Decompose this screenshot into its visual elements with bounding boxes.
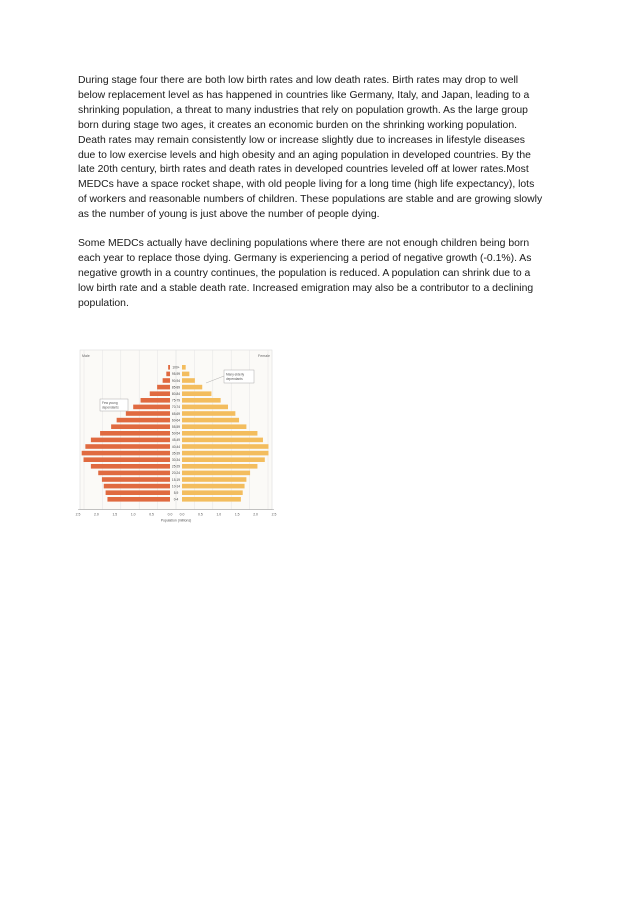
bar-male (107, 497, 170, 502)
bar-male (117, 418, 170, 423)
bar-female (182, 444, 268, 449)
text-line: as the number of young is just above the number of people dying. (78, 209, 380, 221)
bar-male (133, 405, 170, 410)
male-side-label: Male (82, 354, 90, 358)
text-line: low birth rate and a stable death rate. Increased emigration may also be a contributor to a declining (78, 282, 534, 294)
annotation-text: Few young (102, 401, 118, 405)
age-group-label: 10-14 (171, 484, 181, 489)
bar-male (168, 365, 170, 370)
bar-male (163, 378, 170, 383)
annotation-text: Many elderly (226, 372, 245, 377)
bar-male (98, 471, 170, 476)
age-group-label: 25-29 (171, 464, 181, 469)
age-group-label: 45-49 (171, 438, 181, 443)
bar-female (182, 484, 245, 489)
bar-male (126, 411, 170, 416)
bar-female (182, 391, 211, 396)
age-group-label: 100+ (172, 365, 180, 370)
paragraph-declining-populations (78, 237, 564, 312)
bar-male (111, 424, 170, 429)
bar-female (182, 464, 257, 469)
bar-female (182, 424, 246, 429)
age-group-label: 50-54 (171, 431, 181, 436)
x-tick-label: 1.5 (112, 512, 118, 517)
population-pyramid-figure (75, 346, 277, 523)
bar-female (182, 411, 235, 416)
age-group-label: 55-59 (171, 425, 181, 429)
x-tick-label: 2.5 (75, 512, 81, 517)
bar-male (91, 464, 170, 469)
text-line: population. (78, 297, 129, 309)
text-line: below replacement level as has happened in countries like Germany, Italy, and Japan, leading to a (78, 89, 530, 101)
bar-female (182, 398, 221, 403)
x-tick-label: 0.5 (149, 512, 154, 517)
text-line: shrinking population, a threat to many industries that rely on population growth. As the large group (78, 104, 528, 116)
bar-female (182, 418, 239, 423)
age-group-label: 70-74 (171, 405, 181, 410)
bar-female (182, 431, 257, 436)
bar-male (104, 484, 170, 489)
x-tick-label: 2.0 (253, 512, 258, 517)
bar-male (100, 431, 170, 436)
age-group-label: 0-4 (173, 497, 179, 502)
bar-female (182, 365, 186, 370)
bar-male (85, 444, 170, 449)
bar-female (182, 372, 189, 377)
bar-female (182, 457, 265, 462)
bar-female (182, 451, 268, 456)
bar-female (182, 490, 243, 495)
text-line: negative growth in a country continues, the population is reduced. A population can shrink due to a (78, 267, 531, 279)
text-line: late 20th century, birth rates and death rates in developed countries leveled off at lower rates.Most (78, 164, 529, 176)
bar-male (84, 457, 170, 462)
age-group-label: 90-94 (171, 378, 181, 383)
age-group-label: 30-34 (171, 458, 181, 462)
x-tick-label: 2.0 (94, 512, 99, 517)
text-line: of workers and reasonable numbers of children. These populations are stable and are growing slowly (78, 194, 543, 206)
bar-male (157, 385, 170, 390)
bar-male (166, 372, 170, 377)
text-line: due to low exercise levels and high obesity and an aging population in developed countries. By the (78, 149, 531, 161)
bar-male (102, 477, 170, 482)
text-line: Death rates may remain consistently low or increase slightly due to increases in lifestyle diseases (78, 134, 526, 146)
bar-female (182, 378, 195, 383)
annotation-text: dependants (102, 405, 119, 410)
bar-male (106, 490, 170, 495)
bar-male (141, 398, 170, 403)
age-group-label: 5-9 (173, 491, 179, 495)
text-line: Some MEDCs actually have declining populations where there are not enough children being born (78, 238, 530, 249)
age-group-label: 40-44 (171, 444, 181, 449)
age-group-label: 75-79 (171, 398, 181, 403)
age-group-label: 35-39 (171, 451, 181, 456)
bar-female (182, 497, 241, 502)
bar-female (182, 471, 250, 476)
bar-male (82, 451, 170, 456)
x-tick-label: 2.5 (271, 512, 277, 517)
age-group-label: 15-19 (171, 477, 181, 482)
bar-female (182, 385, 202, 390)
age-group-label: 85-89 (171, 385, 181, 390)
bar-female (182, 477, 246, 482)
text-line: born during stage two ages, it creates an economic burden on the shrinking working population. (78, 119, 517, 131)
bar-male (91, 438, 170, 443)
x-tick-label: 0.0 (167, 512, 173, 517)
paragraph-stage-four (78, 74, 564, 223)
age-group-label: 20-24 (171, 471, 181, 476)
x-tick-label: 1.5 (234, 512, 240, 517)
text-line: During stage four there are both low birth rates and low death rates. Birth rates may drop to well (78, 75, 519, 86)
x-tick-label: 0.5 (198, 512, 203, 517)
age-group-label: 80-84 (171, 392, 181, 396)
bar-male (150, 391, 170, 396)
population-pyramid-chart (75, 346, 277, 523)
x-tick-label: 1.0 (130, 512, 136, 517)
x-tick-label: 1.0 (216, 512, 222, 517)
text-line: each year to replace those dying. Germany is experiencing a period of negative growth (-0.1%). As (78, 252, 532, 264)
text-line: MEDCs have a space rocket shape, with old people living for a long time (high life expectancy), lots (78, 179, 535, 191)
bar-female (182, 405, 228, 410)
annotation-text: dependants (226, 377, 243, 381)
age-group-label: 60-64 (171, 418, 181, 423)
female-side-label: Female (258, 354, 270, 358)
x-tick-label: 0.0 (179, 512, 185, 517)
x-axis-title: Population (millions) (160, 518, 192, 523)
bar-female (182, 438, 263, 443)
age-group-label: 95-99 (171, 372, 181, 377)
age-group-label: 65-69 (171, 411, 181, 416)
